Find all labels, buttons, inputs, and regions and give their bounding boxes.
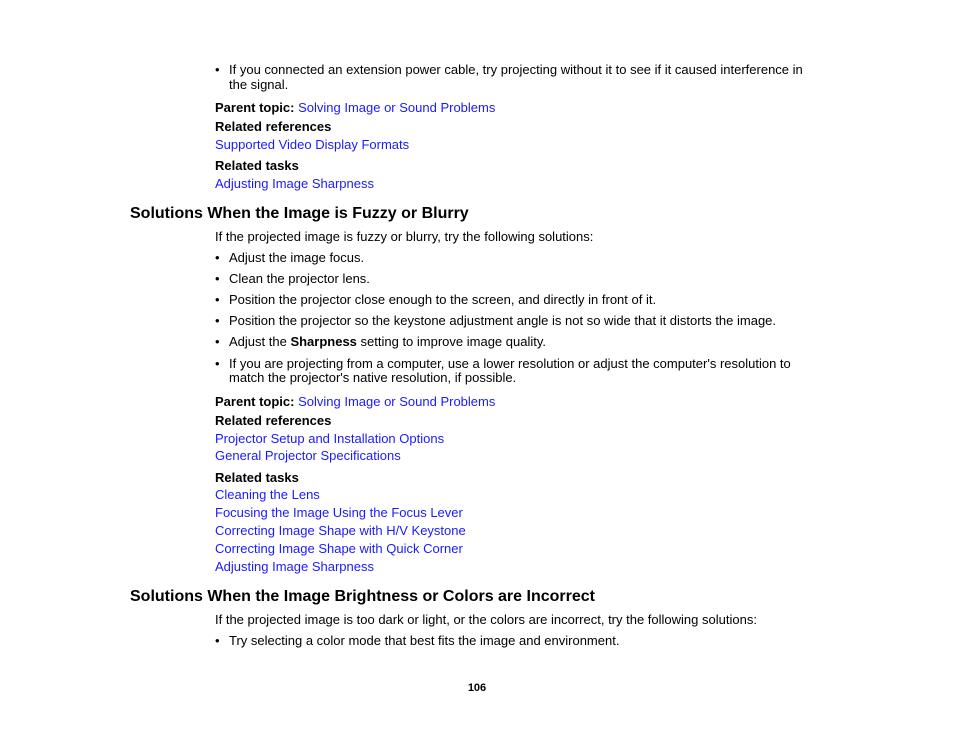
parent-topic-link[interactable]: Solving Image or Sound Problems xyxy=(298,100,496,115)
link-cleaning-the-lens[interactable]: Cleaning the Lens xyxy=(215,487,320,502)
link-supported-video-display-formats[interactable]: Supported Video Display Formats xyxy=(215,137,410,152)
heading-brightness-colors: Solutions When the Image Brightness or Colors are Incorrect xyxy=(130,588,595,605)
bullet-text-line2: the signal. xyxy=(229,77,289,92)
intro-fuzzy-blurry: If the projected image is fuzzy or blurry, try the following solutions: xyxy=(215,229,594,244)
link-adjusting-image-sharpness[interactable]: Adjusting Image Sharpness xyxy=(215,559,374,574)
link-projector-setup-installation-options[interactable]: Projector Setup and Installation Options xyxy=(215,431,445,446)
bullet-text: Adjust the image focus. xyxy=(229,250,365,265)
page-number: 106 xyxy=(467,682,487,694)
sharpness-setting-name: Sharpness xyxy=(290,334,357,349)
bullet-marker: • xyxy=(215,292,220,307)
bullet-text-line2: match the projector's native resolution, if possible. xyxy=(229,370,517,385)
link-adjusting-image-sharpness[interactable]: Adjusting Image Sharpness xyxy=(215,176,374,191)
sharpness-pre: Adjust the xyxy=(229,334,291,349)
bullet-text: Position the projector so the keystone adjustment angle is not so wide that it distorts the image. xyxy=(229,313,777,328)
bullet-marker: • xyxy=(215,334,220,349)
bullet-text-line1: If you are projecting from a computer, use a lower resolution or adjust the computer's resolution to xyxy=(229,356,791,371)
bullet-marker: • xyxy=(215,633,220,648)
bullet-marker: • xyxy=(215,250,220,265)
parent-topic-label: Parent topic: xyxy=(215,100,299,115)
intro-brightness-colors: If the projected image is too dark or light, or the colors are incorrect, try the following solutions: xyxy=(215,612,757,627)
link-general-projector-specifications[interactable]: General Projector Specifications xyxy=(215,448,401,463)
link-correcting-shape-quick-corner[interactable]: Correcting Image Shape with Quick Corner xyxy=(215,541,463,556)
bullet-text: Try selecting a color mode that best fits the image and environment. xyxy=(229,633,620,648)
bullet-marker: • xyxy=(215,313,220,328)
bullet-text: Clean the projector lens. xyxy=(229,271,370,286)
bullet-marker: • xyxy=(215,62,220,77)
related-tasks-label: Related tasks xyxy=(215,158,299,173)
sharpness-post: setting to improve image quality. xyxy=(356,334,546,349)
bullet-marker: • xyxy=(215,271,220,286)
bullet-text xyxy=(229,335,546,349)
related-references-label: Related references xyxy=(215,119,332,134)
bullet-text: Position the projector close enough to the screen, and directly in front of it. xyxy=(229,292,657,307)
heading-fuzzy-blurry: Solutions When the Image is Fuzzy or Blurry xyxy=(130,205,469,222)
parent-topic-link[interactable]: Solving Image or Sound Problems xyxy=(298,394,496,409)
parent-topic-label: Parent topic: xyxy=(215,394,299,409)
related-references-label: Related references xyxy=(215,413,332,428)
link-focusing-image-focus-lever[interactable]: Focusing the Image Using the Focus Lever xyxy=(215,505,463,520)
bullet-marker: • xyxy=(215,356,220,371)
parent-topic-row-1 xyxy=(215,99,495,117)
related-tasks-label: Related tasks xyxy=(215,470,299,485)
bullet-text-line1: If you connected an extension power cable, try projecting without it to see if it caused interference in xyxy=(229,62,803,77)
parent-topic-row-2 xyxy=(215,393,495,411)
link-correcting-shape-hv-keystone[interactable]: Correcting Image Shape with H/V Keystone xyxy=(215,523,466,538)
